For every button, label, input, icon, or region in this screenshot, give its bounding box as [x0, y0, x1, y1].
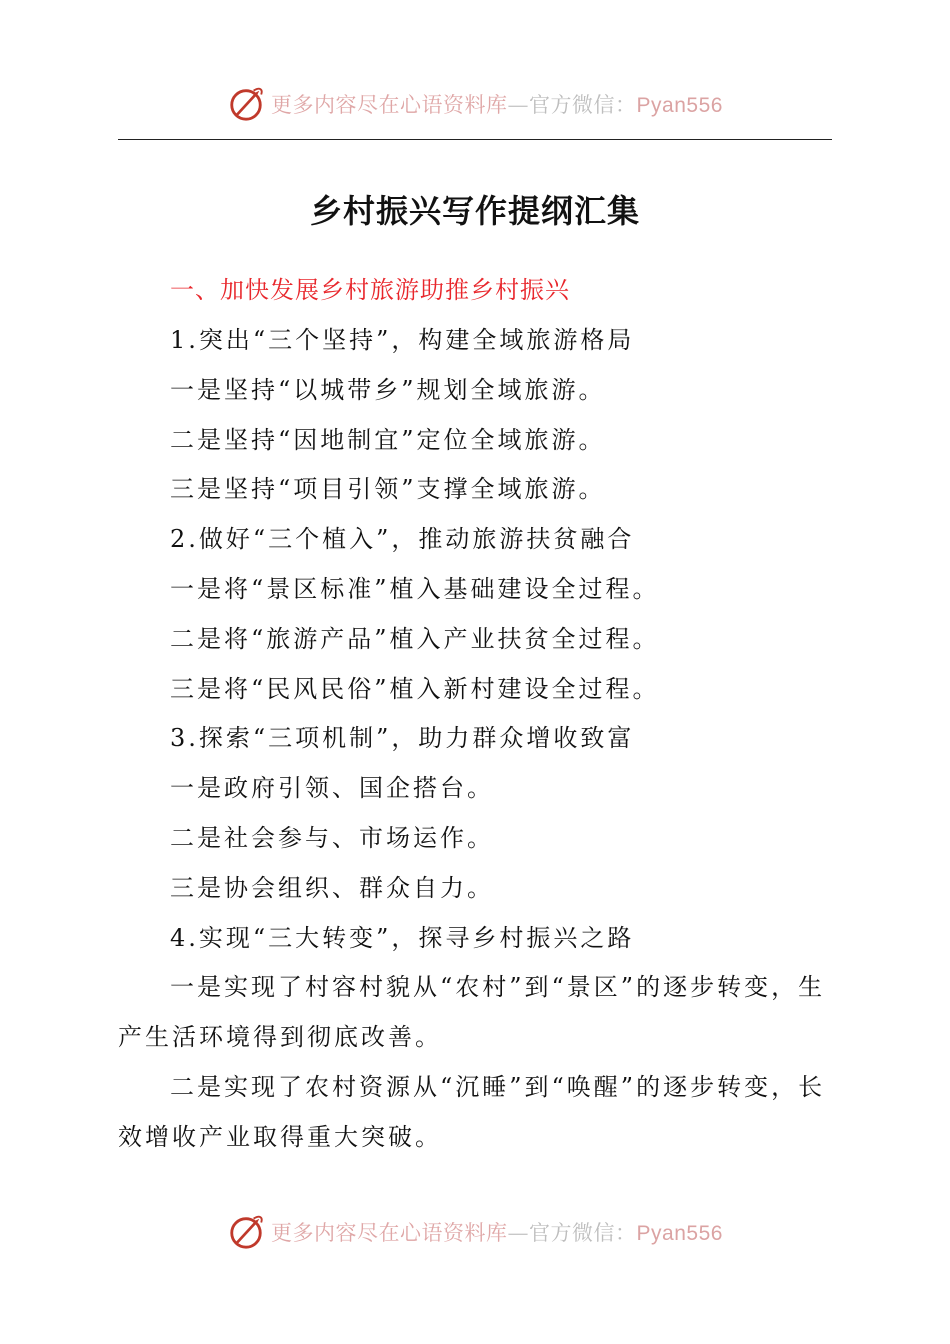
- body-line: 二是社会参与、市场运作。: [170, 823, 494, 852]
- watermark-main-text: 更多内容尽在心语资料库: [271, 1221, 508, 1245]
- body-line: 一是坚持“以城带乡”规划全域旅游。: [170, 375, 606, 404]
- body-line: 3.探索“三项机制”，助力群众增收致富: [170, 724, 635, 753]
- watermark-wechat-id: Pyan556: [636, 94, 723, 117]
- header-watermark: [0, 80, 950, 128]
- watermark-label: 官方微信：: [529, 1221, 637, 1245]
- watermark-separator: —: [507, 1221, 530, 1245]
- footer-watermark: [0, 1208, 950, 1256]
- page-title: 乡村振兴写作提纲汇集: [309, 192, 640, 230]
- body-line: 2.做好“三个植入”，推动旅游扶贫融合: [170, 525, 635, 554]
- body-line: 一是将“景区标准”植入基础建设全过程。: [170, 574, 660, 603]
- quill-pen-logo-icon: [227, 1213, 265, 1251]
- watermark-text: [271, 1217, 723, 1247]
- body-line: 一是政府引领、国企搭台。: [170, 774, 494, 803]
- watermark-wechat-id: Pyan556: [636, 1222, 723, 1245]
- body-line: 二是将“旅游产品”植入产业扶贫全过程。: [170, 624, 660, 653]
- watermark-label: 官方微信：: [529, 93, 637, 117]
- header-divider: [118, 139, 832, 140]
- body-line: 4.实现“三大转变”，探寻乡村振兴之路: [170, 923, 635, 952]
- document-body: [118, 316, 832, 1163]
- body-line: 二是坚持“因地制宜”定位全域旅游。: [170, 425, 606, 454]
- body-paragraph: 二是实现了农村资源从“沉睡”到“唤醒”的逐步转变，长效增收产业取得重大突破。: [118, 1072, 826, 1151]
- quill-pen-logo-icon: [227, 85, 265, 123]
- body-line: 三是将“民风民俗”植入新村建设全过程。: [170, 674, 660, 703]
- body-line: 三是坚持“项目引领”支撑全域旅游。: [170, 475, 606, 504]
- body-paragraph: 一是实现了村容村貌从“农村”到“景区”的逐步转变，生产生活环境得到彻底改善。: [118, 973, 826, 1052]
- body-line: 1.突出“三个坚持”，构建全域旅游格局: [170, 326, 635, 354]
- watermark-main-text: 更多内容尽在心语资料库: [271, 93, 508, 117]
- watermark-separator: —: [507, 93, 530, 117]
- section-heading: 一、加快发展乡村旅游助推乡村振兴: [170, 276, 570, 304]
- watermark-text: [271, 89, 723, 119]
- body-line: 三是协会组织、群众自力。: [170, 873, 494, 902]
